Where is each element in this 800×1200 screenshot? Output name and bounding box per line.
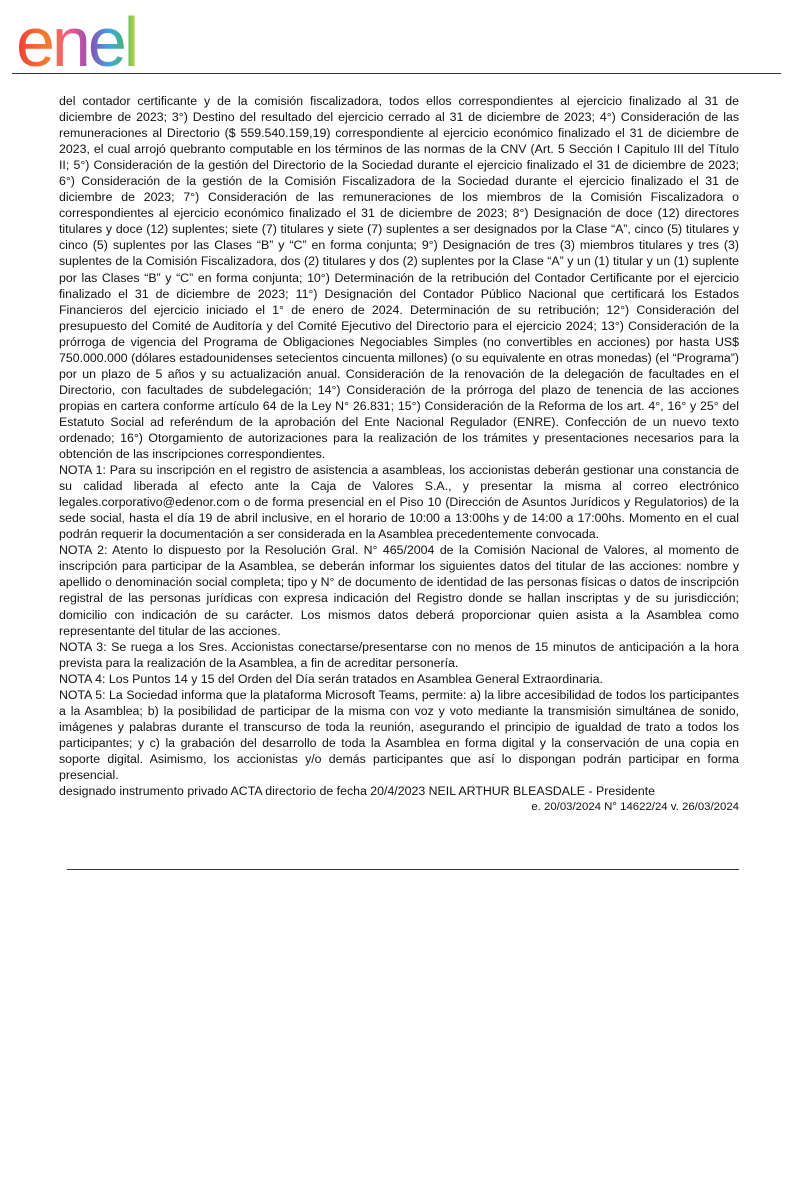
enel-logo-mark xyxy=(16,8,181,70)
publication-reference: e. 20/03/2024 N° 14622/24 v. 26/03/2024 xyxy=(531,801,739,814)
enel-logo xyxy=(16,8,181,70)
nota-1-paragraph: NOTA 1: Para su inscripción en el registro de asistencia a asambleas, los accionistas deberán gestionar una constancia de su calidad liberada al efecto ante la Caja de Valores S.A., y presentar la misma al correo electrónico legales.corporativo@edenor.com o de forma presencial en el Piso 10 (Dirección de Asuntos Jurídicos y Regulatorios) de la sede social, hasta el día 19 de abril inclusive, en el horario de 10:00 a 13:00hs y de 14:00 a 17:00hs. Momento en el cual podrán requerir la documentación a ser considerada en la Asamblea precedentemente convocada. xyxy=(59,463,739,542)
notice-body xyxy=(59,93,739,815)
agenda-paragraph: del contador certificante y de la comisión fiscalizadora, todos ellos correspondientes al ejercicio finalizado al 31 de diciembre de 2023; 3°) Destino del resultado del ejercicio cerrado al 31 de diciembre de 2023; 4°) Consideración de las remuneraciones al Directorio ($ 559.540.159,19) correspondiente al ejercicio económico finalizado el 31 de diciembre de 2023, el cual arrojó quebranto computable en los términos de las normas de la CNV (Art. 5 Sección I Capitulo III del Título II; 5°) Consideración de la gestión del Directorio de la Sociedad durante el ejercicio finalizado el 31 de diciembre de 2023; 6°) Consideración de la gestión de la Comisión Fiscalizadora de la Sociedad durante el ejercicio finalizado el 31 de diciembre de 2023; 7°) Consideración de las remuneraciones de los miembros de la Comisión Fiscalizadora o correspondientes al ejercicio económico finalizado el 31 de diciembre de 2023; 8°) Designación de doce (12) directores titulares y doce (12) suplentes; siete (7) titulares y siete (7) suplentes a ser designados por la Clase “A”, cinco (5) titulares y cinco (5) suplentes por las Clases “B” y “C” en forma conjunta; 9°) Designación de tres (3) miembros titulares y tres (3) suplentes de la Comisión Fiscalizadora, dos (2) titulares y dos (2) suplentes por la Clase “A” y un (1) titular y un (1) suplente por las Clases “B” y “C” en forma conjunta; 10°) Determinación de la retribución del Contador Certificante por el ejercicio finalizado el 31 de diciembre de 2023; 11°) Designación del Contador Público Nacional que certificará los Estados Financieros del ejercicio iniciado el 1° de enero de 2024. Determinación de su retribución; 12°) Consideración del presupuesto del Comité de Auditoría y del Comité Ejecutivo del Directorio para el ejercicio 2024; 13°) Consideración de la prórroga de vigencia del Programa de Obligaciones Negociables Simples (no convertibles en acciones) por hasta US$ 750.000.000 (dólares estadounidenses setecientos cincuenta millones) (o su equivalente en otras monedas) (el “Programa”) por un plazo de 5 años y su actualización anual. Consideración de la renovación de la delegación de facultades en el Directorio, con facultades de subdelegación; 14°) Consideración de la prórroga del plazo de tenencia de las acciones propias en cartera conforme artículo 64 de la Ley N° 26.831; 15°) Consideración de la Reforma de los art. 4°, 16° y 25° del Estatuto Social ad referéndum de la aprobación del Ente Nacional Regulador (ENRE). Confección de un nuevo texto ordenado; 16°) Otorgamiento de autorizaciones para la realización de los trámites y presentaciones necesarios para la obtención de las inscripciones correspondientes. xyxy=(59,94,739,462)
nota-2-paragraph: NOTA 2: Atento lo dispuesto por la Resolución Gral. N° 465/2004 de la Comisión Nacional de Valores, al momento de inscripción para participar de la Asamblea, se deberán informar los siguientes datos del titular de las acciones: nombre y apellido o denominación social completa; tipo y N° de documento de identidad de las personas físicas o datos de inscripción registral de las personas jurídicas con expresa indicación del Registro donde se hallan inscriptas y de su jurisdicción; domicilio con indicación de su carácter. Los mismos datos deberá proporcionar quien asista a la Asamblea como representante del titular de las acciones. xyxy=(59,543,739,638)
svg-text:enel: enel xyxy=(16,8,137,70)
nota-4-paragraph: NOTA 4: Los Puntos 14 y 15 del Orden del Día serán tratados en Asamblea General Extraordinaria. xyxy=(59,671,603,686)
footer-divider xyxy=(67,869,739,870)
nota-5-paragraph: NOTA 5: La Sociedad informa que la plataforma Microsoft Teams, permite: a) la libre accesibilidad de todos los participantes a la Asamblea; b) la posibilidad de participar de la misma con voz y voto mediante la transmisión simultánea de sonido, imágenes y palabras durante el transcurso de toda la reunión, asegurando el principio de igualdad de trato a todos los participantes; y c) la grabación del desarrollo de toda la Asamblea en forma digital y la conservación de una copia en soporte digital. Asimismo, los accionistas y/o demás participantes que así lo dispongan podrán participar en forma presencial. xyxy=(59,687,739,782)
header-divider xyxy=(12,73,781,74)
nota-3-paragraph: NOTA 3: Se ruega a los Sres. Accionistas conectarse/presentarse con no menos de 15 minutos de anticipación a la hora prevista para la realización de la Asamblea, a fin de acreditar personería. xyxy=(59,639,739,670)
signature-line: designado instrumento privado ACTA directorio de fecha 20/4/2023 NEIL ARTHUR BLEASDALE - Presidente xyxy=(59,784,656,799)
